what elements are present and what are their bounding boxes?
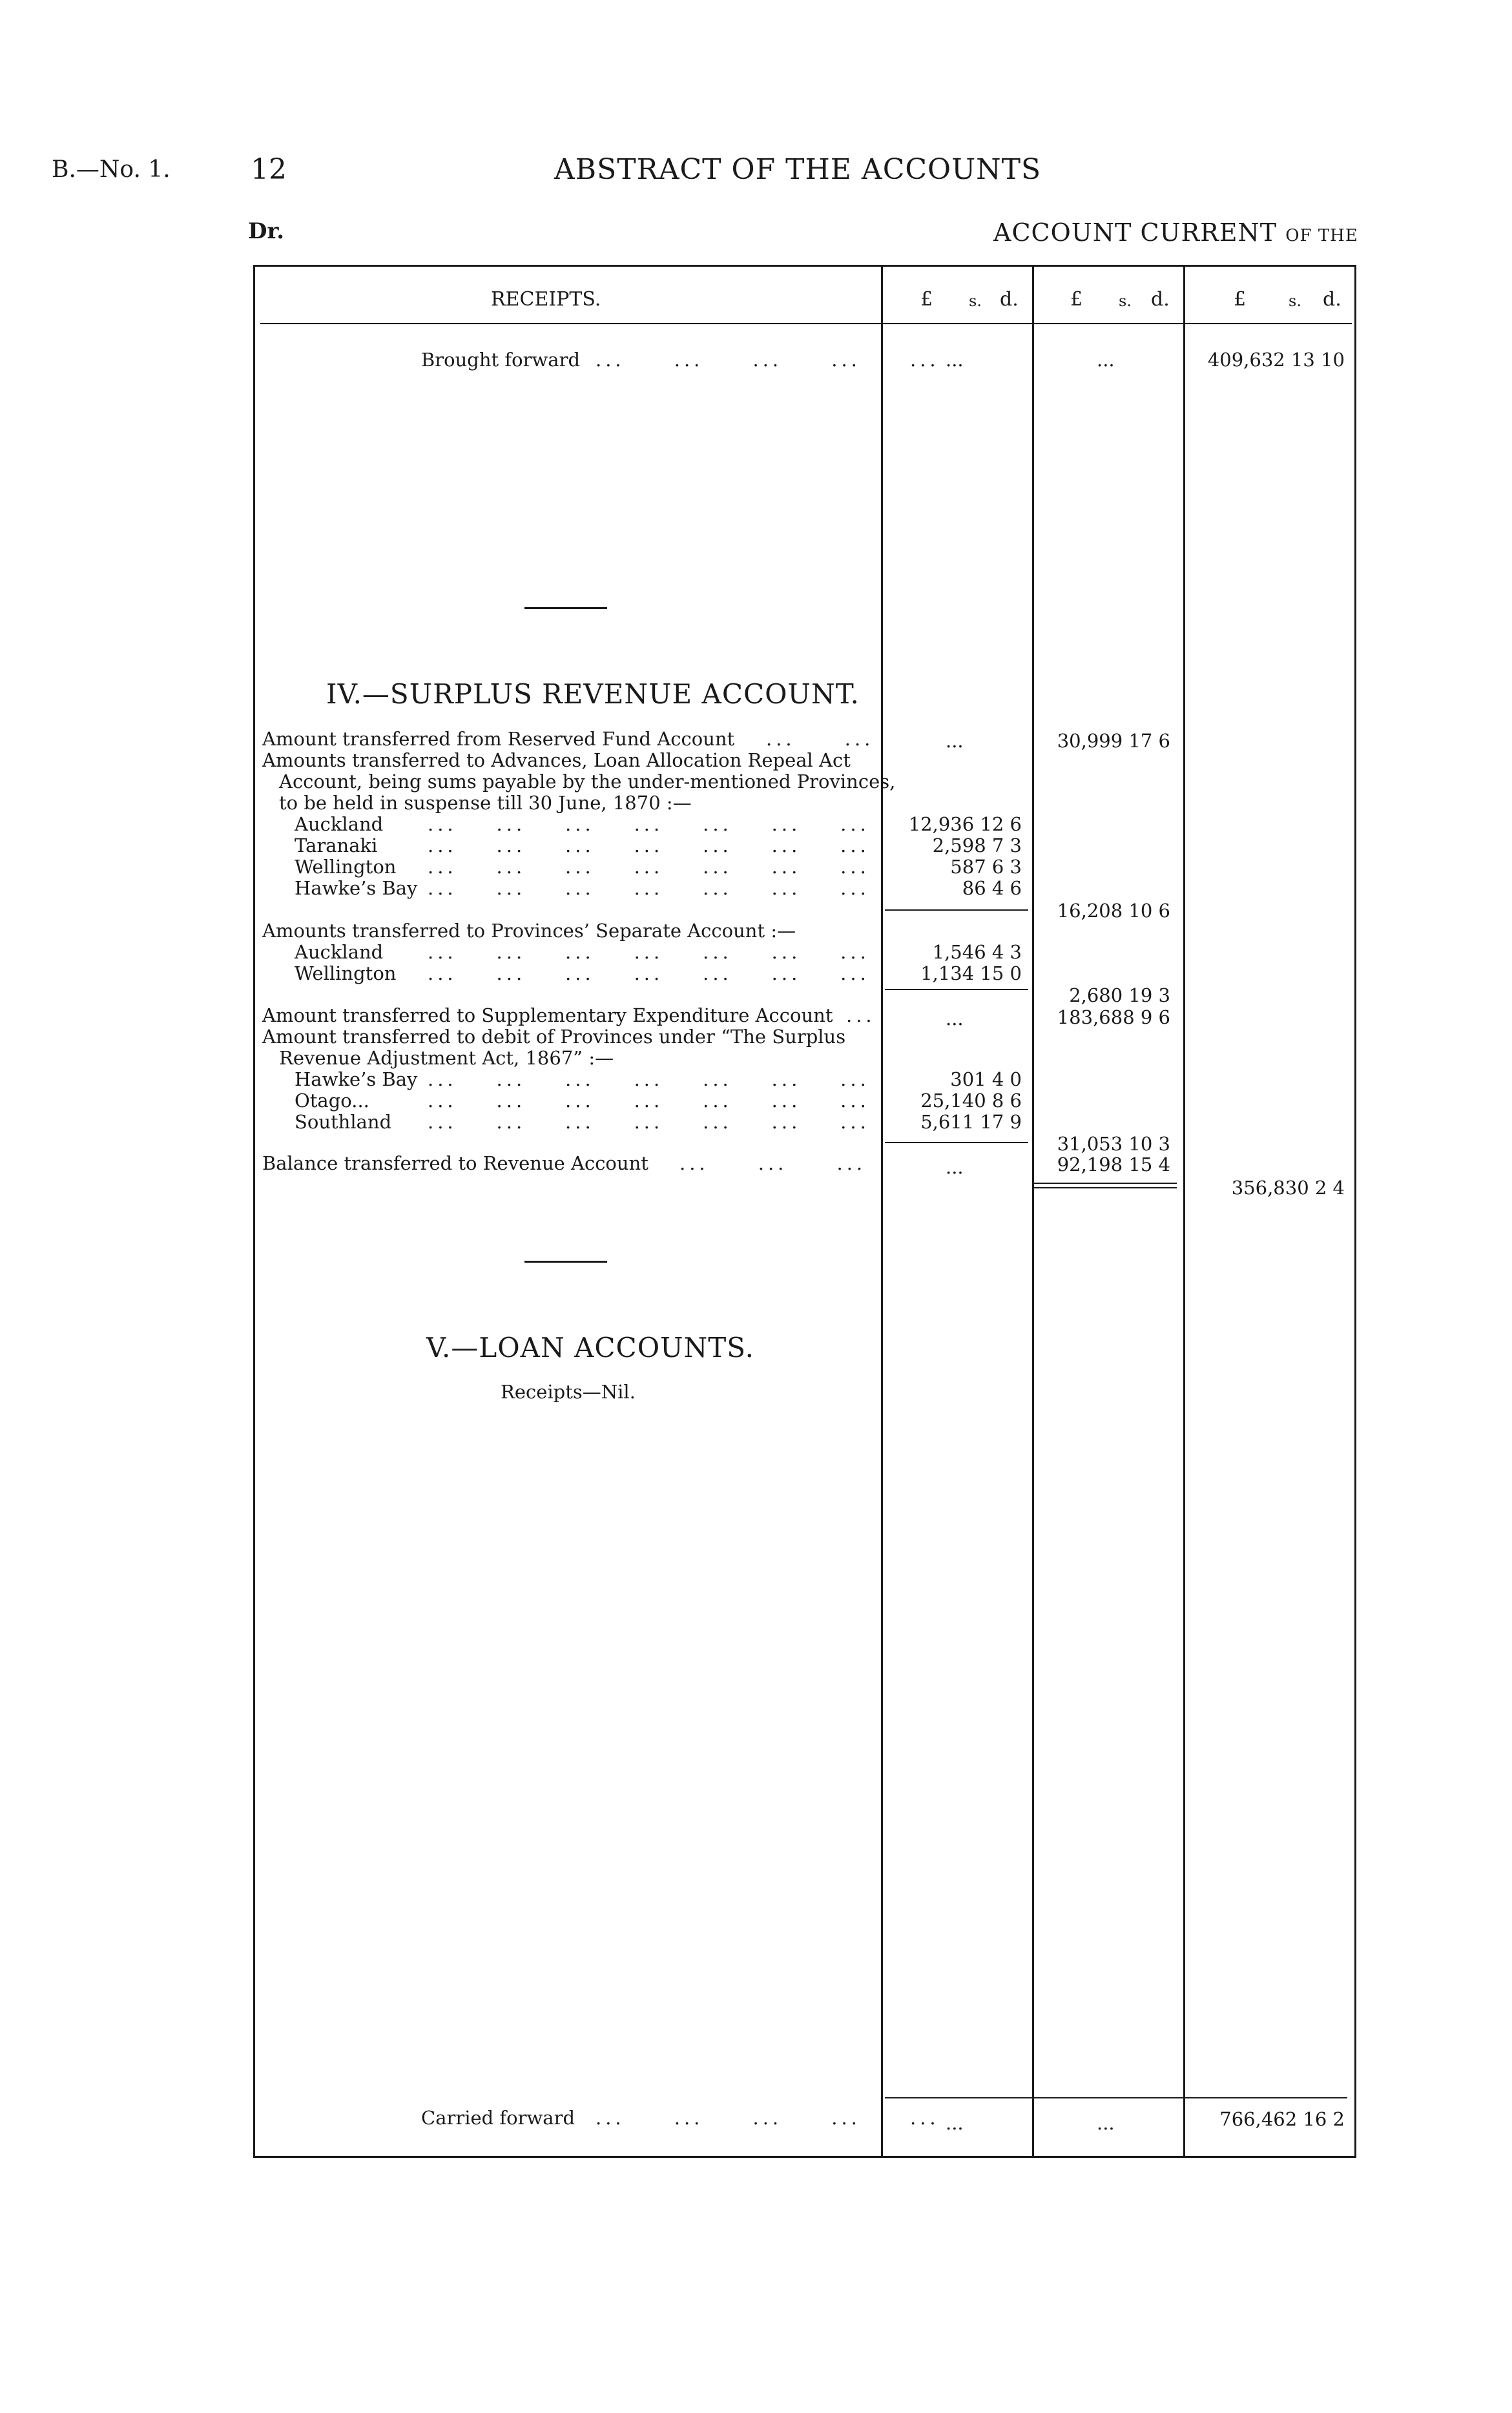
balance-label: Balance transferred to Revenue Account (262, 1152, 648, 1174)
debit-amount: 301 4 0 (950, 1068, 1022, 1090)
carried-forward-col1: ... (946, 2112, 964, 2134)
total-rule (1033, 1187, 1177, 1188)
carried-forward-rule (885, 2097, 1347, 2098)
debit-province: Southland (295, 1111, 392, 1133)
brought-forward-col2: ... (1097, 349, 1115, 371)
advances-amount: 587 6 3 (950, 856, 1022, 878)
col1-pence-header: d. (1000, 288, 1019, 311)
total-rule (1033, 1183, 1177, 1184)
leader-dots: ... ... ... ... ... ... ... (428, 877, 870, 899)
leader-dots: ... ... ... ... ... ... ... (428, 1068, 870, 1090)
section-iv-title: IV.—SURPLUS REVENUE ACCOUNT. (326, 678, 860, 710)
carried-forward-label: Carried forward (421, 2107, 575, 2129)
leader-dots: ... (846, 1004, 876, 1026)
supplementary-col1: ... (946, 1008, 964, 1030)
balance-col2: 92,198 15 4 (1057, 1154, 1170, 1175)
section-divider (524, 1261, 607, 1263)
separate-account-intro: Amounts transferred to Provinces’ Separate Account :— (262, 920, 796, 942)
reserved-fund-col2: 30,999 17 6 (1057, 730, 1170, 752)
debit-province: Otago... (295, 1090, 369, 1112)
separate-province: Auckland (295, 941, 384, 963)
account-current-label: ACCOUNT CURRENT (993, 218, 1278, 247)
advances-province: Hawke’s Bay (295, 877, 418, 899)
leader-dots: ... ... ... ... ... ... ... (428, 1090, 870, 1112)
balance-col1: ... (946, 1156, 964, 1178)
supplementary-label: Amount transferred to Supplementary Expenditure Account (262, 1004, 833, 1026)
brought-forward-col1: ... (946, 349, 964, 371)
column-rule-3 (1183, 267, 1185, 2156)
col3-pence-header: d. (1323, 288, 1341, 311)
debit-marker: Dr. (248, 218, 285, 244)
section-v-title: V.—LOAN ACCOUNTS. (426, 1332, 754, 1363)
separate-province: Wellington (295, 962, 397, 984)
advances-amount: 12,936 12 6 (908, 813, 1022, 835)
debit-amount: 25,140 8 6 (920, 1090, 1022, 1112)
separate-amount: 1,134 15 0 (920, 962, 1022, 984)
subtotal-rule (885, 1142, 1028, 1143)
leader-dots: ... ... ... ... ... ... ... (428, 1111, 870, 1133)
leader-dots: ... ... ... ... ... ... ... (428, 856, 870, 878)
account-current-heading (993, 218, 1358, 247)
col3-pound-header: £ (1234, 288, 1247, 311)
reserved-fund-label: Amount transferred from Reserved Fund Account (262, 728, 735, 750)
brought-forward-label: Brought forward (421, 349, 581, 371)
of-the-label: OF THE (1285, 226, 1358, 245)
header-rule (260, 323, 1352, 324)
col1-shilling-header: s. (969, 292, 982, 310)
document-reference: B.—No. 1. (52, 156, 171, 183)
advances-amount: 2,598 7 3 (932, 834, 1022, 856)
separate-amount: 1,546 4 3 (932, 941, 1022, 963)
reserved-fund-col1: ... (946, 730, 964, 752)
advances-total: 16,208 10 6 (1057, 900, 1170, 922)
leader-dots: ... ... ... (679, 1152, 867, 1174)
section-iv-total: 356,830 2 4 (1231, 1177, 1345, 1199)
advances-province: Wellington (295, 856, 397, 878)
receipts-column-header: RECEIPTS. (491, 288, 601, 311)
col2-pence-header: d. (1151, 288, 1170, 311)
leader-dots: ... ... (766, 728, 875, 750)
advances-intro-line-1: Amounts transferred to Advances, Loan Allocation Repeal Act (262, 749, 851, 771)
column-rule-1 (881, 267, 883, 2156)
carried-forward-col3: 766,462 16 2 (1219, 2108, 1345, 2130)
leader-dots: ... ... ... ... ... ... ... (428, 813, 870, 835)
col2-shilling-header: s. (1119, 292, 1132, 310)
supplementary-col2: 183,688 9 6 (1057, 1006, 1170, 1028)
debit-amount: 5,611 17 9 (920, 1111, 1022, 1133)
subtotal-rule (885, 989, 1028, 990)
leader-dots: ... ... ... ... ... (595, 2107, 940, 2129)
advances-intro-line-2: Account, being sums payable by the under-mentioned Provinces, (279, 771, 896, 792)
leader-dots: ... ... ... ... ... ... ... (428, 941, 870, 963)
debit-total: 31,053 10 3 (1057, 1133, 1170, 1155)
debit-intro-line-1: Amount transferred to debit of Provinces under “The Surplus (262, 1026, 846, 1048)
subtotal-rule (885, 909, 1028, 911)
debit-province: Hawke’s Bay (295, 1068, 418, 1090)
section-v-subtitle: Receipts—Nil. (501, 1381, 636, 1403)
column-rule-2 (1032, 267, 1034, 2156)
brought-forward-col3: 409,632 13 10 (1207, 349, 1345, 371)
col1-pound-header: £ (920, 288, 933, 311)
col2-pound-header: £ (1070, 288, 1083, 311)
advances-intro-line-3: to be held in suspense till 30 June, 1870 :— (279, 792, 692, 814)
debit-intro-line-2: Revenue Adjustment Act, 1867” :— (279, 1047, 614, 1069)
carried-forward-col2: ... (1097, 2112, 1115, 2134)
leader-dots: ... ... ... ... ... ... ... (428, 834, 870, 856)
advances-province: Taranaki (295, 834, 378, 856)
advances-amount: 86 4 6 (962, 877, 1022, 899)
leader-dots: ... ... ... ... ... ... ... (428, 962, 870, 984)
section-divider (524, 607, 607, 609)
separate-total: 2,680 19 3 (1069, 984, 1170, 1006)
leader-dots: ... ... ... ... ... (595, 349, 940, 371)
advances-province: Auckland (295, 813, 384, 835)
col3-shilling-header: s. (1289, 292, 1301, 310)
accounts-table (253, 265, 1356, 2158)
page-title: ABSTRACT OF THE ACCOUNTS (554, 153, 1042, 186)
page-number: 12 (251, 153, 287, 186)
